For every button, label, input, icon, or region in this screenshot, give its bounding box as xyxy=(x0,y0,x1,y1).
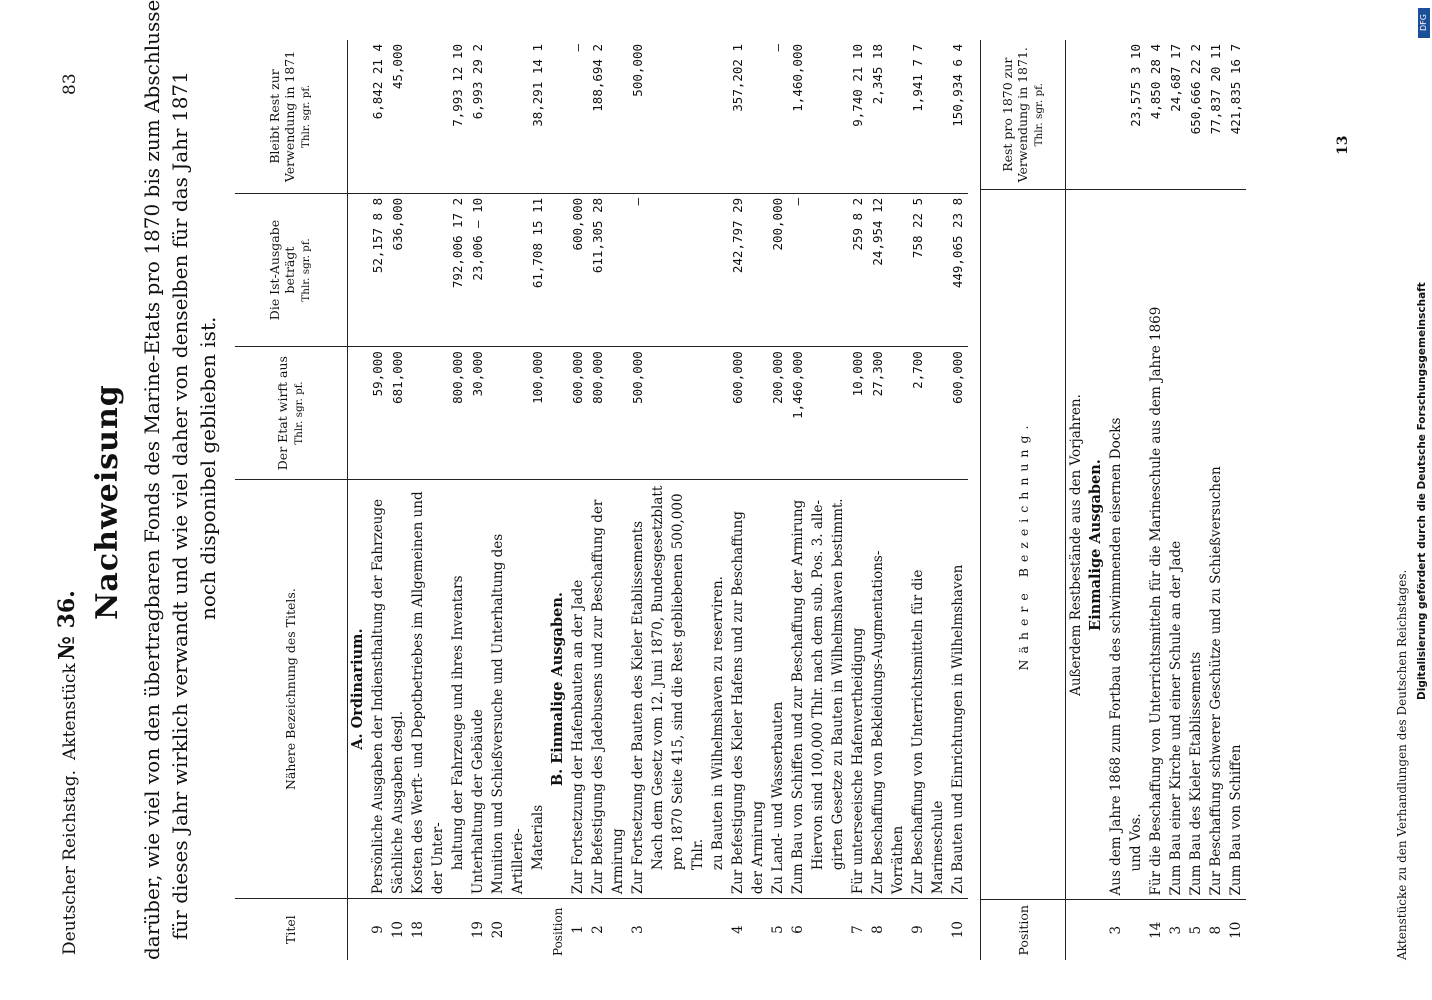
table-row xyxy=(668,40,708,960)
cell-ist: — xyxy=(628,193,648,346)
cell-nr: 3 xyxy=(628,899,648,960)
section-a-heading: A. Ordinarium. xyxy=(347,480,368,899)
cell-nr: 5 xyxy=(768,899,788,960)
cell-text: Munition und Schießversuche und Unterhaltung des Artillerie- xyxy=(488,480,528,899)
header-ist: Die Ist-Ausgabe beträgt Thlr. sgr. pf. xyxy=(235,193,347,346)
table-row xyxy=(728,40,768,960)
table-row xyxy=(788,40,808,960)
table-row xyxy=(948,40,968,960)
cell-rest xyxy=(1106,40,1126,190)
cell-nr: 10 xyxy=(388,899,408,960)
cell-etat: 600,000 xyxy=(728,347,768,480)
cell-nr: 20 xyxy=(488,899,528,960)
cell-nr: 3 xyxy=(1166,900,1186,960)
cell-ist: 242,797 29 xyxy=(728,193,768,346)
cell-nr xyxy=(808,899,828,960)
table-row xyxy=(768,40,788,960)
cell-nr xyxy=(448,899,468,960)
cell-text: Zur Fortsetzung der Hafenbauten an der Jade xyxy=(568,480,588,899)
cell-ist: 23,006 — 10 xyxy=(468,193,488,346)
table-row xyxy=(828,40,848,960)
cell-text: Zum Bau einer Kirche und einer Schule an der Jade xyxy=(1166,190,1186,900)
table-row xyxy=(568,40,588,960)
cell-nr: 8 xyxy=(1206,900,1226,960)
cell-text: Nach dem Gesetz vom 12. Juni 1870, Bundesgesetzblatt xyxy=(648,480,668,899)
table-row xyxy=(528,40,548,960)
table-restbestaende xyxy=(980,40,1246,960)
cell-etat: 100,000 xyxy=(528,347,548,480)
cell-nr xyxy=(648,899,668,960)
cell-rest: 188,694 2 xyxy=(589,44,605,112)
cell-etat xyxy=(648,347,668,480)
section-a-body xyxy=(347,40,548,960)
cell-rest: 2,345 18 xyxy=(869,44,885,105)
cell-rest: 6,842 21 4 xyxy=(369,44,385,120)
cell-etat xyxy=(808,347,828,480)
cell-rest: — xyxy=(569,44,585,52)
cell-rest: 150,934 6 4 xyxy=(949,44,965,127)
cell-nr: 6 xyxy=(788,899,808,960)
sidebar-credit: Digitalisierung gefördert durch die Deutsche Forschungsgemeinschaft xyxy=(1416,282,1428,700)
cell-etat: 27,300 xyxy=(868,347,908,480)
cell-rest: 7,993 12 10 xyxy=(449,44,465,127)
table-uebertragbare-fonds xyxy=(235,40,968,960)
document-number: № 36. xyxy=(54,590,80,660)
cell-etat: 30,000 xyxy=(468,347,488,480)
cell-etat: 800,000 xyxy=(448,347,468,480)
cell-ist xyxy=(828,193,848,346)
cell-rest: 9,740 21 10 xyxy=(849,44,865,127)
cell-etat: 600,000 xyxy=(948,347,968,480)
cell-text: Zur Befestigung des Jadebusens und zur Beschaffung der Armirung xyxy=(588,480,628,899)
cell-text: Zur Fortsetzung der Bauten des Kieler Etablissements xyxy=(628,480,648,899)
cell-text: Zur Beschaffung von Bekleidungs-Augmentations-Vorräthen xyxy=(868,480,908,899)
section-heading: Einmalige Ausgaben. xyxy=(1086,190,1106,900)
header-bezeichnung: Nähere Bezeichnung des Titels. xyxy=(235,480,347,899)
footer-left: Aktenstücke zu den Verhandlungen des Deutschen Reichstages. xyxy=(1395,569,1409,960)
table-row xyxy=(1146,40,1166,960)
cell-rest: 1,460,000 xyxy=(789,44,805,112)
cell-text: Hiervon sind 100,000 Thlr. nach dem sub. Pos. 3. alle- xyxy=(808,480,828,899)
cell-ist: 758 22 5 xyxy=(908,193,948,346)
table-row xyxy=(868,40,908,960)
cell-rest xyxy=(828,40,848,193)
table-row xyxy=(628,40,648,960)
cell-ist: 449,065 23 8 xyxy=(948,193,968,346)
table2-body xyxy=(1066,40,1247,960)
cell-nr: 4 xyxy=(728,899,768,960)
cell-text: Für die Beschaffung von Unterrichtsmitteln für die Marineschule aus dem Jahre 1869 xyxy=(1146,190,1166,900)
cell-rest: 38,291 14 1 xyxy=(529,44,545,127)
cell-rest: 4,850 28 4 xyxy=(1148,44,1163,120)
cell-text: Zur Beschaffung von Unterrichtsmitteln für die Marineschule xyxy=(908,480,948,899)
table-row xyxy=(368,40,388,960)
cell-text: pro 1870 Seite 415, sind die Rest gebliebenen 500,000 Thlr. xyxy=(668,480,708,899)
cell-etat: 681,000 xyxy=(388,347,408,480)
cell-nr: 18 xyxy=(408,899,448,960)
cell-ist xyxy=(648,193,668,346)
table-row xyxy=(448,40,468,960)
cell-ist: 200,000 xyxy=(768,193,788,346)
table-row xyxy=(908,40,948,960)
cell-text: haltung der Fahrzeuge und ihres Inventars xyxy=(448,480,468,899)
cell-text: Sächliche Ausgaben desgl. xyxy=(388,480,408,899)
table-row xyxy=(1126,40,1146,960)
cell-rest xyxy=(488,40,528,193)
cell-rest: 6,993 29 2 xyxy=(469,44,485,120)
cell-ist: 24,954 12 xyxy=(868,193,908,346)
cell-nr xyxy=(708,899,728,960)
cell-nr: 14 xyxy=(1146,900,1166,960)
cell-ist: 611,305 28 xyxy=(588,193,628,346)
subtitle-line-1: darüber, wie viel von den übertragbaren Fonds des Marine-Etats pro 1870 bis zum Abschlusse xyxy=(140,0,164,960)
cell-rest xyxy=(808,40,828,193)
table-row xyxy=(708,40,728,960)
cell-text: Zum Bau von Schiffen und zur Beschaffung der Armirung xyxy=(788,480,808,899)
cell-etat: 500,000 xyxy=(628,347,648,480)
table-row xyxy=(1186,40,1206,960)
subtitle-line-2: für dieses Jahr wirklich verwandt und wie viel daher von denselben für das Jahr 1871 xyxy=(168,71,192,940)
cell-nr: 8 xyxy=(868,899,908,960)
header-rest-1871: Rest pro 1870 zur Verwendung in 1871. Thlr. sgr. pf. xyxy=(981,40,1066,190)
cell-text: Für unterseeische Hafenvertheidigung xyxy=(848,480,868,899)
page-number: 83 xyxy=(60,73,80,95)
cell-nr: 10 xyxy=(948,899,968,960)
cell-etat: 1,460,000 xyxy=(788,347,808,480)
cell-ist xyxy=(668,193,708,346)
subtitle-line-3: noch disponibel geblieben ist. xyxy=(196,316,220,620)
units-label: Thlr. sgr. pf. xyxy=(300,84,313,149)
table-row xyxy=(1166,40,1186,960)
header-etat: Der Etat wirft aus Thlr. sgr. pf. xyxy=(235,347,347,480)
cell-rest xyxy=(408,40,448,193)
cell-text: Zu Land- und Wasserbauten xyxy=(768,480,788,899)
cell-ist: 600,000 xyxy=(568,193,588,346)
cell-etat xyxy=(668,347,708,480)
cell-ist: 61,708 15 11 xyxy=(528,193,548,346)
table-row xyxy=(388,40,408,960)
section-b-heading: B. Einmalige Ausgaben. xyxy=(548,480,568,899)
table-row xyxy=(1226,40,1246,960)
cell-text: Zur Beschaffung schwerer Geschütze und zu Schießversuchen xyxy=(1206,190,1226,900)
cell-text: Zum Bau des Kieler Etablissements xyxy=(1186,190,1206,900)
cell-rest: 357,202 1 xyxy=(729,44,745,112)
cell-etat xyxy=(408,347,448,480)
cell-nr: 3 xyxy=(1106,900,1126,960)
cell-text: Aus dem Jahre 1868 zum Fortbau des schwimmenden eisernen Docks xyxy=(1106,190,1126,900)
cell-etat: 2,700 xyxy=(908,347,948,480)
cell-text: girten Gesetze zu Bauten in Wilhelmshaven bestimmt. xyxy=(828,480,848,899)
header-left: Deutscher Reichstag. xyxy=(60,770,80,955)
cell-etat: 800,000 xyxy=(588,347,628,480)
footer-sheet-number: 13 xyxy=(1335,135,1351,155)
cell-ist: 259 8 2 xyxy=(848,193,868,346)
table-row xyxy=(408,40,448,960)
table-row xyxy=(1206,40,1226,960)
cell-nr: 1 xyxy=(568,899,588,960)
table-row xyxy=(468,40,488,960)
cell-nr: 9 xyxy=(908,899,948,960)
cell-ist xyxy=(708,193,728,346)
table-row xyxy=(588,40,628,960)
cell-text: Materials xyxy=(528,480,548,899)
cell-rest: 500,000 xyxy=(629,44,645,97)
intro-heading: Außerdem Restbestände aus den Vorjahren. xyxy=(1066,190,1087,900)
cell-rest: 23,575 3 10 xyxy=(1128,44,1143,127)
cell-etat: 200,000 xyxy=(768,347,788,480)
table-row xyxy=(1106,40,1126,960)
cell-rest xyxy=(708,40,728,193)
cell-text: zu Bauten in Wilhelmshaven zu reserviren. xyxy=(708,480,728,899)
cell-rest: 421,835 16 7 xyxy=(1228,44,1243,135)
cell-nr: 9 xyxy=(368,899,388,960)
units-label: Thlr. sgr. pf. xyxy=(300,238,313,302)
cell-ist xyxy=(808,193,828,346)
cell-nr xyxy=(828,899,848,960)
position-label: Position xyxy=(548,899,568,960)
cell-etat: 59,000 xyxy=(368,347,388,480)
table-row xyxy=(488,40,528,960)
units-label: Thlr. sgr. pf. xyxy=(1032,83,1045,147)
header-rest: Bleibt Rest zur Verwendung in 1871 Thlr. sgr. pf. xyxy=(235,40,347,193)
cell-text: Unterhaltung der Gebäude xyxy=(468,480,488,899)
cell-etat: 600,000 xyxy=(568,347,588,480)
cell-text: Kosten des Werft- und Depotbetriebes im Allgemeinen und der Unter- xyxy=(408,480,448,899)
table-row xyxy=(808,40,828,960)
cell-etat xyxy=(708,347,728,480)
cell-rest xyxy=(668,40,708,193)
cell-nr: 5 xyxy=(1186,900,1206,960)
cell-rest: 650,666 22 2 xyxy=(1188,44,1203,135)
cell-text: Persönliche Ausgaben der Indiensthaltung der Fahrzeuge xyxy=(368,480,388,899)
cell-rest: — xyxy=(769,44,785,52)
cell-text: Zur Befestigung des Kieler Hafens und zur Beschaffung der Armirung xyxy=(728,480,768,899)
dfg-logo-badge: DFG xyxy=(1418,8,1430,38)
cell-ist xyxy=(488,193,528,346)
cell-rest: 77,837 20 11 xyxy=(1208,44,1223,135)
cell-nr: 19 xyxy=(468,899,488,960)
cell-nr xyxy=(1126,900,1146,960)
cell-rest: 45,000 xyxy=(389,44,405,90)
cell-etat: 10,000 xyxy=(848,347,868,480)
cell-nr: 2 xyxy=(588,899,628,960)
table-row xyxy=(848,40,868,960)
cell-ist: 636,000 xyxy=(388,193,408,346)
cell-etat xyxy=(828,347,848,480)
page-title: Nachweisung xyxy=(90,384,125,620)
cell-ist: — xyxy=(788,193,808,346)
cell-ist: 792,006 17 2 xyxy=(448,193,468,346)
cell-ist: 52,157 8 8 xyxy=(368,193,388,346)
header-position: Position xyxy=(981,900,1066,960)
cell-text: und Vos. xyxy=(1126,190,1146,900)
header-titel: Titel xyxy=(235,899,347,960)
cell-ist xyxy=(408,193,448,346)
cell-nr xyxy=(528,899,548,960)
units-label: Thlr. sgr. pf. xyxy=(292,381,305,445)
cell-rest: 1,941 7 7 xyxy=(909,44,925,112)
header-naehere-bezeichnung: Nähere Bezeichnung. xyxy=(981,190,1066,900)
table-row xyxy=(648,40,668,960)
cell-rest xyxy=(648,40,668,193)
cell-rest: 24,687 17 xyxy=(1168,44,1183,112)
cell-nr: 10 xyxy=(1226,900,1246,960)
cell-text: Zum Bau von Schiffen xyxy=(1226,190,1246,900)
cell-nr xyxy=(668,899,708,960)
section-b-body xyxy=(548,40,968,960)
cell-nr: 7 xyxy=(848,899,868,960)
cell-etat xyxy=(488,347,528,480)
cell-text: Zu Bauten und Einrichtungen in Wilhelmshaven xyxy=(948,480,968,899)
header-middle: Aktenstück xyxy=(60,663,80,760)
